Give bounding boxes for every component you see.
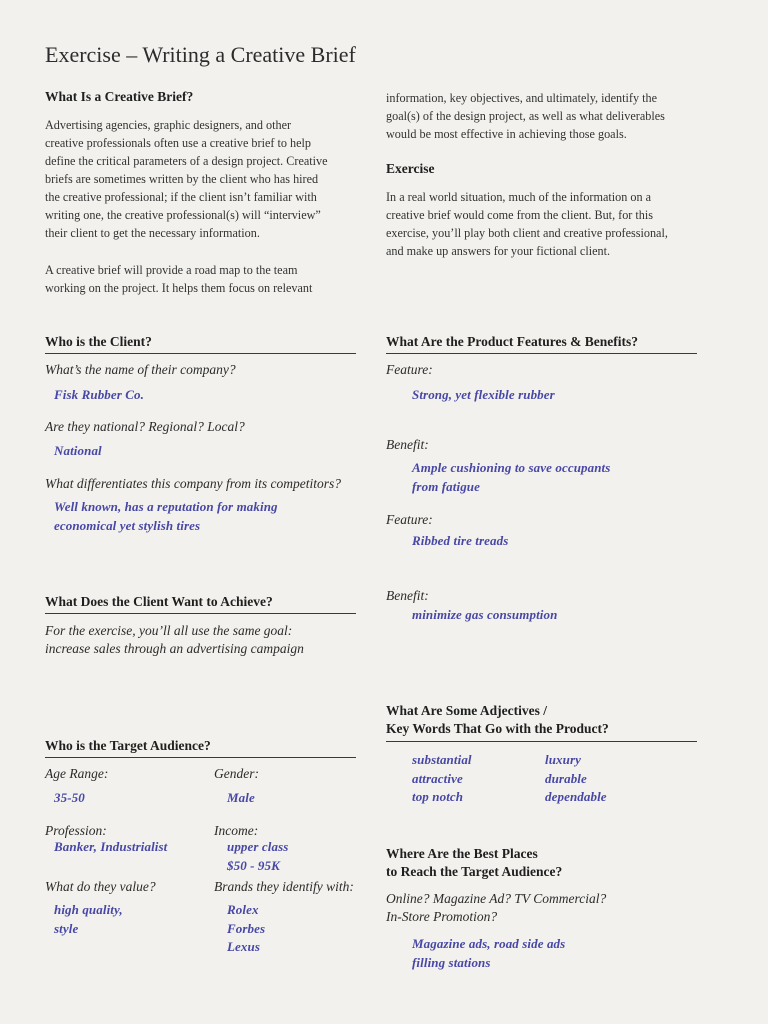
gender-label: Gender:	[214, 766, 259, 781]
intro-paragraph-1	[45, 116, 365, 242]
client-question-scope: Are they national? Regional? Local?	[45, 419, 245, 434]
age-range-answer: 35-50	[54, 790, 85, 805]
client-answer-differentiator	[54, 498, 278, 535]
adjective-item: dependable	[545, 789, 607, 804]
client-heading: Who is the Client?	[45, 334, 356, 354]
audience-heading: Who is the Target Audience?	[45, 738, 356, 758]
client-question-differentiator: What differentiates this company from its competitors?	[45, 476, 341, 491]
feature-1-answer: Strong, yet flexible rubber	[412, 387, 555, 402]
text-line: In a real world situation, much of the information on a	[386, 190, 652, 204]
intro-heading: What Is a Creative Brief?	[45, 89, 194, 104]
gender-answer: Male	[227, 790, 255, 805]
feature-1-label: Feature:	[386, 362, 433, 377]
achieve-text	[45, 622, 304, 657]
profession-label: Profession:	[45, 823, 107, 838]
client-answer-name: Fisk Rubber Co.	[54, 387, 144, 402]
values-answer	[54, 901, 123, 938]
answer-line: Rolex	[227, 902, 259, 917]
places-question	[386, 890, 606, 925]
answer-line: Ample cushioning to save occupants	[412, 460, 611, 475]
answer-line: Forbes	[227, 920, 266, 936]
income-answer	[227, 838, 288, 875]
text-line: define the critical parameters of a design project. Creative	[45, 154, 328, 168]
adjectives-column-2	[545, 751, 607, 807]
answer-line: Well known, has a reputation for making	[54, 499, 278, 514]
adjective-item: substantial	[412, 752, 472, 767]
answer-line: high quality,	[54, 902, 123, 917]
answer-line: upper class	[227, 839, 289, 854]
answer-line: $50 - 95K	[227, 857, 280, 873]
benefit-1-label: Benefit:	[386, 437, 429, 452]
answer-line: economical yet stylish tires	[54, 517, 201, 533]
benefit-1-answer	[412, 459, 610, 496]
heading-line: to Reach the Target Audience?	[386, 864, 563, 879]
heading-line: Key Words That Go with the Product?	[386, 721, 609, 736]
intro-paragraph-2-continued	[386, 89, 716, 143]
page-title: Exercise – Writing a Creative Brief	[45, 42, 356, 67]
text-line: goal(s) of the design project, as well as what deliverables	[386, 109, 665, 123]
text-line: Online? Magazine Ad? TV Commercial?	[386, 891, 607, 906]
adjective-item: luxury	[545, 752, 582, 767]
text-line: creative professionals often use a creative brief to help	[45, 136, 311, 150]
answer-line: style	[54, 920, 79, 936]
brands-label: Brands they identify with:	[214, 879, 354, 894]
text-line: their client to get the necessary information.	[45, 226, 260, 240]
text-line: information, key objectives, and ultimately, identify the	[386, 91, 657, 105]
text-line: increase sales through an advertising campaign	[45, 640, 304, 656]
brands-answer	[227, 901, 265, 957]
answer-line: from fatigue	[412, 478, 481, 494]
adjectives-heading	[386, 702, 697, 742]
achieve-heading: What Does the Client Want to Achieve?	[45, 594, 356, 614]
text-line: writing one, the creative professional(s) will “interview”	[45, 208, 321, 222]
adjective-item: top notch	[412, 789, 464, 804]
profession-answer: Banker, Industrialist	[54, 839, 168, 854]
features-heading: What Are the Product Features & Benefits?	[386, 334, 697, 354]
text-line: briefs are sometimes written by the client who has hired	[45, 172, 319, 186]
adjective-item: durable	[545, 770, 587, 786]
text-line: would be most effective in achieving those goals.	[386, 127, 627, 141]
exercise-paragraph	[386, 188, 716, 260]
feature-2-answer: Ribbed tire treads	[412, 533, 509, 548]
client-answer-scope: National	[54, 443, 102, 458]
text-line: In-Store Promotion?	[386, 908, 498, 924]
intro-paragraph-2	[45, 261, 365, 297]
places-heading	[386, 845, 562, 881]
exercise-heading: Exercise	[386, 161, 435, 176]
income-label: Income:	[214, 823, 259, 838]
values-label: What do they value?	[45, 879, 156, 894]
text-line: A creative brief will provide a road map to the team	[45, 263, 298, 277]
answer-line: Magazine ads, road side ads	[412, 936, 566, 951]
answer-line: filling stations	[412, 954, 491, 970]
text-line: Advertising agencies, graphic designers, and other	[45, 118, 292, 132]
text-line: and make up answers for your fictional client.	[386, 244, 611, 258]
text-line: creative brief would come from the client. But, for this	[386, 208, 654, 222]
places-answer	[412, 935, 565, 972]
benefit-2-answer: minimize gas consumption	[412, 607, 558, 622]
text-line: exercise, you’ll play both client and creative professional,	[386, 226, 668, 240]
benefit-2-label: Benefit:	[386, 588, 429, 603]
feature-2-label: Feature:	[386, 512, 433, 527]
client-question-name: What’s the name of their company?	[45, 362, 236, 377]
answer-line: Lexus	[227, 939, 260, 954]
age-range-label: Age Range:	[45, 766, 109, 781]
heading-line: Where Are the Best Places	[386, 846, 538, 861]
adjectives-column-1	[412, 751, 472, 807]
heading-line: What Are Some Adjectives /	[386, 703, 547, 718]
text-line: For the exercise, you’ll all use the same goal:	[45, 623, 293, 638]
adjective-item: attractive	[412, 770, 463, 786]
text-line: working on the project. It helps them focus on relevant	[45, 281, 313, 295]
text-line: the creative professional; if the client isn’t familiar with	[45, 190, 317, 204]
